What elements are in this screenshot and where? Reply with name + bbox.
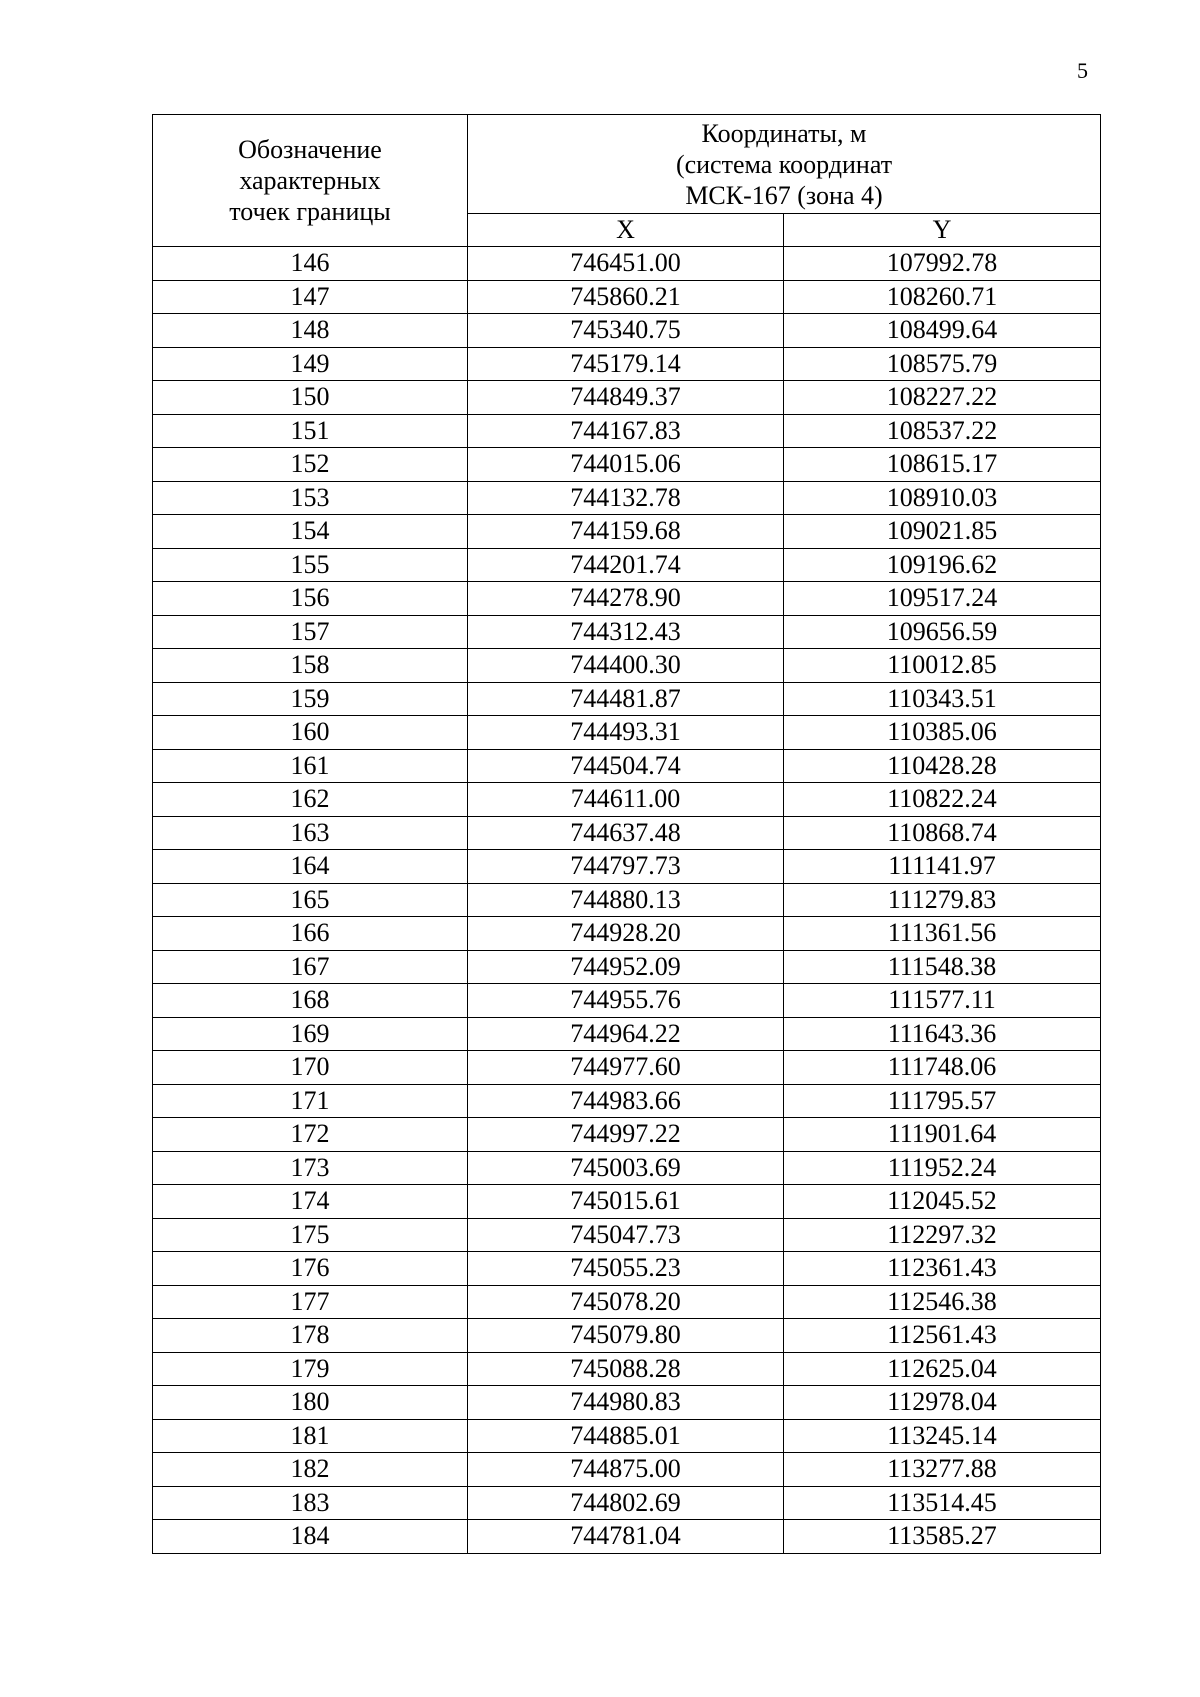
table-row <box>153 1520 1101 1554</box>
x-coordinate-cell: 744201.74 <box>468 548 784 582</box>
point-number-cell: 178 <box>153 1319 468 1353</box>
y-coordinate-cell: 113585.27 <box>784 1520 1101 1554</box>
point-number-cell: 169 <box>153 1017 468 1051</box>
point-number-cell: 158 <box>153 649 468 683</box>
y-coordinate-cell: 111952.24 <box>784 1151 1101 1185</box>
x-coordinate-cell: 744781.04 <box>468 1520 784 1554</box>
x-column-header: X <box>468 214 784 247</box>
x-coordinate-cell: 744802.69 <box>468 1486 784 1520</box>
y-coordinate-cell: 108910.03 <box>784 481 1101 515</box>
point-number-cell: 156 <box>153 582 468 616</box>
table-row <box>153 682 1101 716</box>
point-number-cell: 155 <box>153 548 468 582</box>
y-coordinate-cell: 109656.59 <box>784 615 1101 649</box>
point-number-cell: 184 <box>153 1520 468 1554</box>
point-number-cell: 148 <box>153 314 468 348</box>
point-number-cell: 165 <box>153 883 468 917</box>
x-coordinate-cell: 746451.00 <box>468 247 784 281</box>
table-row <box>153 381 1101 415</box>
table-row <box>153 1453 1101 1487</box>
y-coordinate-cell: 112625.04 <box>784 1352 1101 1386</box>
table-row <box>153 816 1101 850</box>
point-number-cell: 176 <box>153 1252 468 1286</box>
y-coordinate-cell: 112045.52 <box>784 1185 1101 1219</box>
y-coordinate-cell: 113245.14 <box>784 1419 1101 1453</box>
y-coordinate-cell: 112561.43 <box>784 1319 1101 1353</box>
point-number-cell: 150 <box>153 381 468 415</box>
x-coordinate-cell: 745055.23 <box>468 1252 784 1286</box>
y-coordinate-cell: 111548.38 <box>784 950 1101 984</box>
x-coordinate-cell: 744611.00 <box>468 783 784 817</box>
x-coordinate-cell: 745088.28 <box>468 1352 784 1386</box>
table-row <box>153 314 1101 348</box>
point-number-cell: 181 <box>153 1419 468 1453</box>
y-coordinate-cell: 111643.36 <box>784 1017 1101 1051</box>
point-number-cell: 151 <box>153 414 468 448</box>
y-coordinate-cell: 110428.28 <box>784 749 1101 783</box>
y-coordinate-cell: 109196.62 <box>784 548 1101 582</box>
point-number-cell: 164 <box>153 850 468 884</box>
y-coordinate-cell: 112361.43 <box>784 1252 1101 1286</box>
x-coordinate-cell: 745079.80 <box>468 1319 784 1353</box>
x-coordinate-cell: 744797.73 <box>468 850 784 884</box>
x-coordinate-cell: 744997.22 <box>468 1118 784 1152</box>
x-coordinate-cell: 744167.83 <box>468 414 784 448</box>
coordinates-table <box>152 114 1101 1554</box>
table-row <box>153 783 1101 817</box>
x-coordinate-cell: 744875.00 <box>468 1453 784 1487</box>
x-coordinate-cell: 744964.22 <box>468 1017 784 1051</box>
x-coordinate-cell: 745003.69 <box>468 1151 784 1185</box>
table-row <box>153 1352 1101 1386</box>
x-coordinate-cell: 744955.76 <box>468 984 784 1018</box>
point-number-cell: 149 <box>153 347 468 381</box>
point-number-cell: 152 <box>153 448 468 482</box>
x-coordinate-cell: 744849.37 <box>468 381 784 415</box>
table-row <box>153 1151 1101 1185</box>
table-row <box>153 1486 1101 1520</box>
x-coordinate-cell: 744952.09 <box>468 950 784 984</box>
y-coordinate-cell: 109517.24 <box>784 582 1101 616</box>
y-coordinate-cell: 110385.06 <box>784 716 1101 750</box>
x-coordinate-cell: 744278.90 <box>468 582 784 616</box>
point-number-cell: 159 <box>153 682 468 716</box>
point-number-cell: 161 <box>153 749 468 783</box>
x-coordinate-cell: 745078.20 <box>468 1285 784 1319</box>
table-row <box>153 1017 1101 1051</box>
point-number-cell: 180 <box>153 1386 468 1420</box>
y-coordinate-cell: 111279.83 <box>784 883 1101 917</box>
table-row <box>153 984 1101 1018</box>
y-coordinate-cell: 108499.64 <box>784 314 1101 348</box>
point-number-cell: 153 <box>153 481 468 515</box>
point-number-cell: 163 <box>153 816 468 850</box>
y-coordinate-cell: 111141.97 <box>784 850 1101 884</box>
table-row <box>153 1386 1101 1420</box>
table-row <box>153 247 1101 281</box>
y-coordinate-cell: 108260.71 <box>784 280 1101 314</box>
y-coordinate-cell: 110868.74 <box>784 816 1101 850</box>
table-row <box>153 649 1101 683</box>
table-row <box>153 883 1101 917</box>
y-coordinate-cell: 110012.85 <box>784 649 1101 683</box>
x-coordinate-cell: 744493.31 <box>468 716 784 750</box>
y-coordinate-cell: 112546.38 <box>784 1285 1101 1319</box>
table-row <box>153 548 1101 582</box>
point-number-cell: 166 <box>153 917 468 951</box>
y-coordinate-cell: 112978.04 <box>784 1386 1101 1420</box>
y-column-header: Y <box>784 214 1101 247</box>
y-coordinate-cell: 113277.88 <box>784 1453 1101 1487</box>
table-row <box>153 1319 1101 1353</box>
x-coordinate-cell: 744400.30 <box>468 649 784 683</box>
x-coordinate-cell: 744132.78 <box>468 481 784 515</box>
coordinates-table-body <box>153 247 1101 1554</box>
table-row <box>153 850 1101 884</box>
table-row <box>153 917 1101 951</box>
y-coordinate-cell: 111795.57 <box>784 1084 1101 1118</box>
table-row <box>153 582 1101 616</box>
point-designation-header-text: Обозначение характерных точек границы <box>229 135 391 226</box>
table-row <box>153 481 1101 515</box>
x-coordinate-cell: 744983.66 <box>468 1084 784 1118</box>
point-number-cell: 175 <box>153 1218 468 1252</box>
x-coordinate-cell: 744885.01 <box>468 1419 784 1453</box>
x-coordinate-cell: 744928.20 <box>468 917 784 951</box>
table-row <box>153 1118 1101 1152</box>
point-number-cell: 147 <box>153 280 468 314</box>
coordinates-header-text: Координаты, м (система координат МСК-167 (зона 4) <box>675 118 893 210</box>
table-row <box>153 716 1101 750</box>
point-designation-header <box>153 115 468 247</box>
table-row <box>153 1051 1101 1085</box>
x-coordinate-cell: 745015.61 <box>468 1185 784 1219</box>
point-number-cell: 171 <box>153 1084 468 1118</box>
y-coordinate-cell: 113514.45 <box>784 1486 1101 1520</box>
table-row <box>153 1285 1101 1319</box>
table-row <box>153 950 1101 984</box>
y-coordinate-cell: 111577.11 <box>784 984 1101 1018</box>
point-number-cell: 162 <box>153 783 468 817</box>
x-coordinate-cell: 744312.43 <box>468 615 784 649</box>
table-row <box>153 1084 1101 1118</box>
y-coordinate-cell: 108537.22 <box>784 414 1101 448</box>
point-number-cell: 170 <box>153 1051 468 1085</box>
table-row <box>153 1252 1101 1286</box>
point-number-cell: 177 <box>153 1285 468 1319</box>
y-coordinate-cell: 110343.51 <box>784 682 1101 716</box>
point-number-cell: 146 <box>153 247 468 281</box>
y-coordinate-cell: 111901.64 <box>784 1118 1101 1152</box>
point-number-cell: 154 <box>153 515 468 549</box>
table-row <box>153 515 1101 549</box>
point-number-cell: 183 <box>153 1486 468 1520</box>
y-coordinate-cell: 108615.17 <box>784 448 1101 482</box>
point-number-cell: 174 <box>153 1185 468 1219</box>
point-number-cell: 160 <box>153 716 468 750</box>
x-coordinate-cell: 744159.68 <box>468 515 784 549</box>
x-coordinate-cell: 744977.60 <box>468 1051 784 1085</box>
point-number-cell: 167 <box>153 950 468 984</box>
y-coordinate-cell: 107992.78 <box>784 247 1101 281</box>
y-coordinate-cell: 112297.32 <box>784 1218 1101 1252</box>
table-row <box>153 1185 1101 1219</box>
y-coordinate-cell: 110822.24 <box>784 783 1101 817</box>
x-coordinate-cell: 744481.87 <box>468 682 784 716</box>
x-coordinate-cell: 744880.13 <box>468 883 784 917</box>
y-coordinate-cell: 108227.22 <box>784 381 1101 415</box>
table-row <box>153 749 1101 783</box>
point-number-cell: 179 <box>153 1352 468 1386</box>
table-row <box>153 1218 1101 1252</box>
point-number-cell: 168 <box>153 984 468 1018</box>
point-number-cell: 172 <box>153 1118 468 1152</box>
table-row <box>153 1419 1101 1453</box>
y-coordinate-cell: 111361.56 <box>784 917 1101 951</box>
y-coordinate-cell: 111748.06 <box>784 1051 1101 1085</box>
table-row <box>153 414 1101 448</box>
x-coordinate-cell: 744015.06 <box>468 448 784 482</box>
x-coordinate-cell: 744980.83 <box>468 1386 784 1420</box>
table-row <box>153 448 1101 482</box>
coordinates-header <box>468 115 1101 214</box>
y-coordinate-cell: 108575.79 <box>784 347 1101 381</box>
point-number-cell: 173 <box>153 1151 468 1185</box>
table-row <box>153 280 1101 314</box>
point-number-cell: 157 <box>153 615 468 649</box>
x-coordinate-cell: 745860.21 <box>468 280 784 314</box>
x-coordinate-cell: 745179.14 <box>468 347 784 381</box>
table-row <box>153 347 1101 381</box>
x-coordinate-cell: 744504.74 <box>468 749 784 783</box>
page-number: 5 <box>1077 58 1088 83</box>
x-coordinate-cell: 745047.73 <box>468 1218 784 1252</box>
point-number-cell: 182 <box>153 1453 468 1487</box>
x-coordinate-cell: 745340.75 <box>468 314 784 348</box>
table-row <box>153 615 1101 649</box>
x-coordinate-cell: 744637.48 <box>468 816 784 850</box>
y-coordinate-cell: 109021.85 <box>784 515 1101 549</box>
